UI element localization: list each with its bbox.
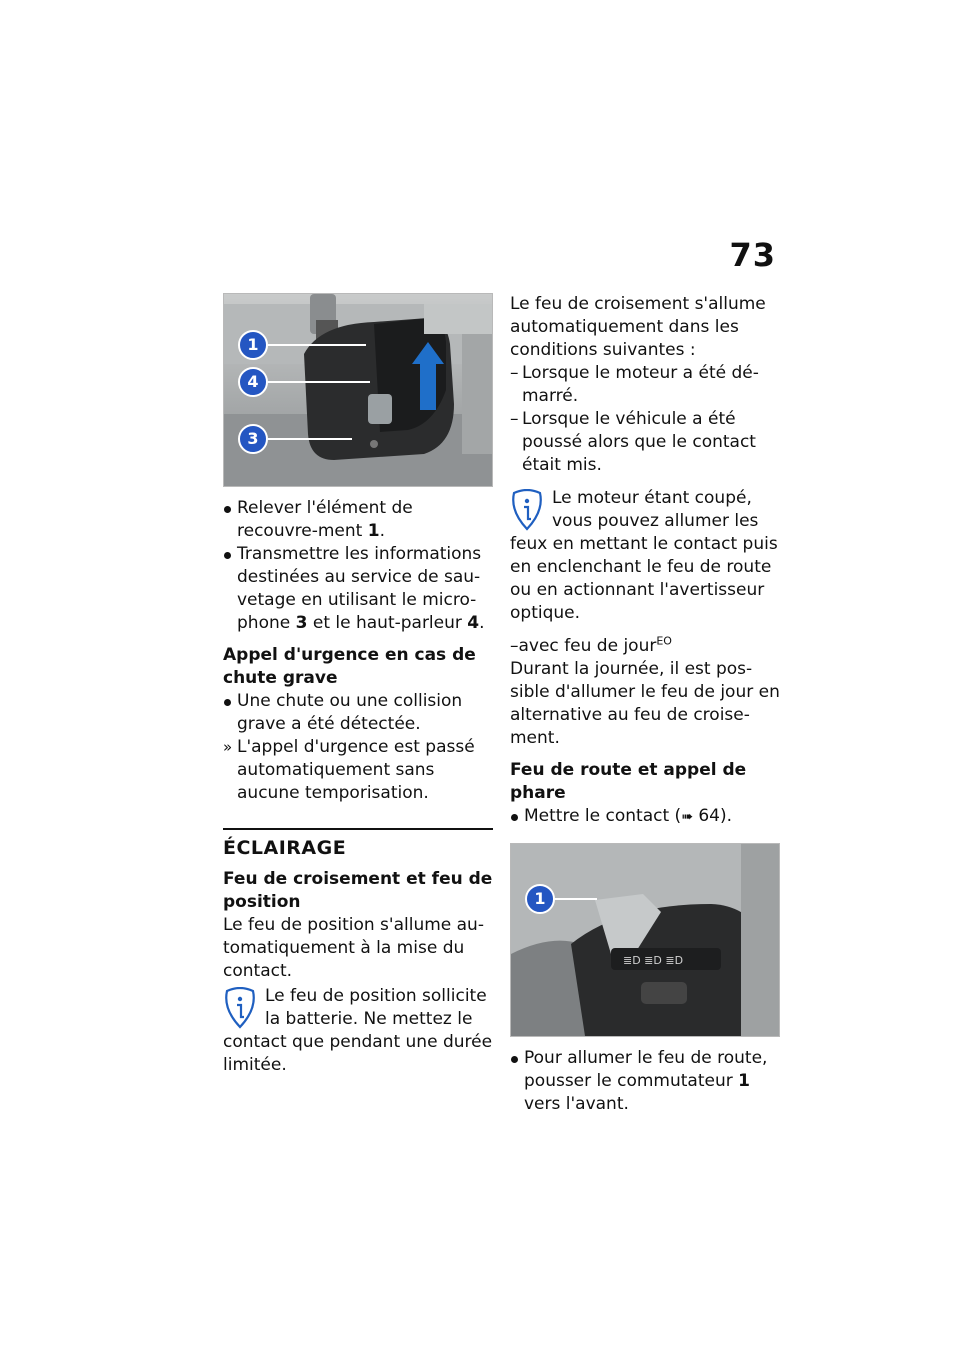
callout-4: 4 [238,367,268,397]
step-switch-ignition: Mettre le contact (➠ 64). [524,806,732,826]
step-lift-cover: Relever l'élément de recouvre-ment 1. [237,498,413,541]
callout-line-3 [268,438,352,440]
subheading-low-beam-position-light: Feu de croisement et feu de position [223,869,493,912]
condition-engine-started: – Lorsque le moteur a été dé-marré. [510,363,759,406]
option-daytime-light: –avec feu de jour$^{EO}$ [510,634,672,656]
step-transmit-information: Transmettre les informations destinées au service de sau-vetage en utilisant le micro-phone 3 et le haut-parleur 4. [237,544,485,633]
subheading-high-beam: Feu de route et appel de phare [510,760,747,803]
condition-vehicle-pushed: – Lorsque le véhicule a été poussé alors que le contact était mis. [510,409,756,475]
figure-emergency-call-switch [223,293,493,487]
result-mark: » [223,738,233,756]
step-push-switch: Pour allumer le feu de route, pousser le commutateur 1 vers l'avant. [524,1048,768,1114]
page-ref-arrow-icon: ➠ [681,809,693,825]
callout-line-1 [555,898,597,900]
info-icon [223,987,257,1029]
paragraph-low-beam-conditions: Le feu de croisement s'allume automatiquement dans les conditions suivantes : [510,294,766,360]
section-title: ÉCLAIRAGE [223,837,347,859]
callout-3: 3 [238,424,268,454]
info-icon [510,489,544,531]
callout-1: 1 [238,330,268,360]
step-fall-detected: Une chute ou une collision grave a été détectée. [237,691,463,734]
subheading-emergency-call: Appel d'urgence en cas de chute grave [223,645,476,688]
section-divider [223,828,493,830]
callout-line-4 [268,381,370,383]
note-engine-off: Le moteur étant coupé, vous pouvez allumer les feux en mettant le contact puis en enclenchant le feu de route ou en actionnant l'avertisseur optique. [510,488,778,623]
right-column [510,293,782,1116]
callout-line-1 [268,344,366,346]
paragraph-position-light: Le feu de position s'allume au-tomatiquement à la mise du contact. [223,915,484,981]
light-switch-illustration [511,844,779,1036]
note-battery: Le feu de position sollicite la batterie. Ne mettez le contact que pendant une durée limitée. [223,986,493,1075]
dash-mark: – [510,363,519,383]
figure-high-beam-switch [510,843,780,1037]
page-number: 73 [729,236,776,274]
result-call-placed: » L'appel d'urgence est passé automatiquement sans aucune temporisation. [223,737,475,803]
dash-mark: – [510,409,519,429]
svg-text:≣D ≣D ≣D: ≣D ≣D ≣D [623,954,684,967]
left-column [223,293,493,1077]
paragraph-daytime-light: Durant la journée, il est pos-sible d'allumer le feu de jour en alternative au feu de croise-ment. [510,659,780,748]
callout-1: 1 [525,884,555,914]
